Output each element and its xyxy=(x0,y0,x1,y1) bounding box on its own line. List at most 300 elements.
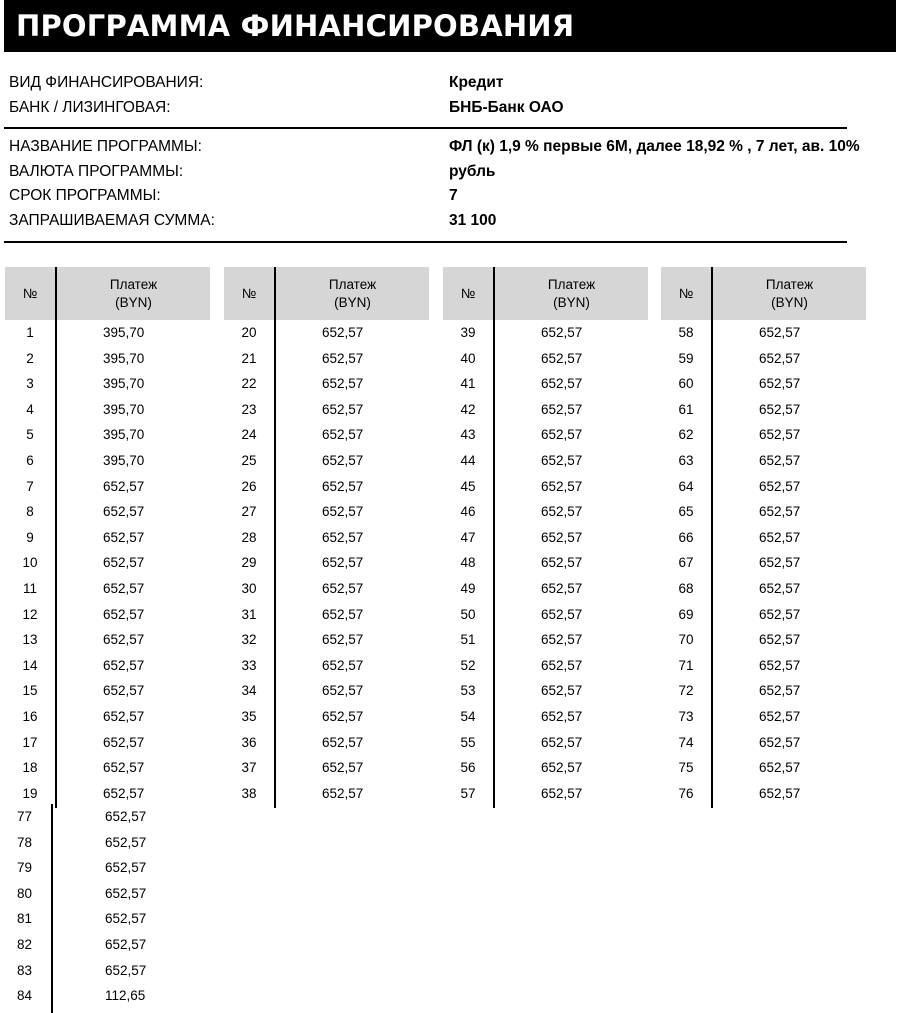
payment-number: 60 xyxy=(678,376,694,392)
payment-amount: 395,70 xyxy=(103,376,145,392)
payment-number: 75 xyxy=(678,760,694,776)
info-label: ЗАПРАШИВАЕМАЯ СУММА: xyxy=(9,211,215,229)
payment-number: 22 xyxy=(241,376,257,392)
info-label: ВАЛЮТА ПРОГРАММЫ: xyxy=(9,162,184,180)
info-row-currency xyxy=(9,160,847,185)
info-section-bottom xyxy=(9,135,860,233)
payment-number: 41 xyxy=(460,376,476,392)
table-header xyxy=(224,267,429,320)
payment-amount: 652,57 xyxy=(759,580,801,596)
page-title: ПРОГРАММА ФИНАНСИРОВАНИЯ xyxy=(4,0,896,52)
table-row xyxy=(224,422,429,448)
payment-number: 31 xyxy=(241,606,257,622)
payment-number: 73 xyxy=(678,708,694,724)
table-row xyxy=(224,653,429,679)
payment-amount: 652,57 xyxy=(541,452,583,468)
payment-amount: 652,57 xyxy=(759,376,801,392)
info-label: БАНК / ЛИЗИНГОВАЯ: xyxy=(9,98,171,116)
payment-number: 42 xyxy=(460,401,476,417)
payment-table-tail xyxy=(0,804,220,1009)
payment-number: 11 xyxy=(22,580,37,596)
payment-amount: 652,57 xyxy=(322,580,364,596)
payment-amount: 652,57 xyxy=(759,708,801,724)
payment-amount: 652,57 xyxy=(103,504,145,520)
payment-amount: 652,57 xyxy=(541,504,583,520)
header-payment-line1: Платеж xyxy=(328,276,377,292)
table-row xyxy=(5,320,210,346)
divider xyxy=(4,127,847,129)
payment-number: 19 xyxy=(22,785,38,801)
table-row xyxy=(224,602,429,628)
payment-number: 52 xyxy=(460,657,476,673)
header-payment-line1: Платеж xyxy=(547,276,596,292)
payment-amount: 395,70 xyxy=(103,350,145,366)
payment-number: 59 xyxy=(678,350,694,366)
payment-amount: 112,65 xyxy=(105,988,146,1004)
table-row xyxy=(661,653,866,679)
payment-number: 68 xyxy=(678,580,694,596)
info-value: БНБ-Банк ОАО xyxy=(449,98,564,116)
info-value: 31 100 xyxy=(449,211,497,229)
payment-amount: 652,57 xyxy=(103,606,145,622)
table-row xyxy=(661,474,866,500)
payment-amount: 652,57 xyxy=(322,708,364,724)
table-row xyxy=(5,781,210,807)
payment-number: 3 xyxy=(26,376,34,392)
payment-table-1 xyxy=(5,267,210,806)
payment-number: 74 xyxy=(678,734,694,750)
payment-number: 72 xyxy=(678,683,694,699)
payment-number: 15 xyxy=(22,683,38,699)
payment-amount: 652,57 xyxy=(322,504,364,520)
payment-number: 47 xyxy=(460,529,476,545)
payment-number: 28 xyxy=(241,529,257,545)
table-row xyxy=(661,576,866,602)
payment-table-2 xyxy=(224,267,429,806)
table-row xyxy=(661,730,866,756)
header-number: № xyxy=(443,267,493,320)
payment-number: 36 xyxy=(241,734,257,750)
payment-amount: 652,57 xyxy=(541,708,583,724)
payment-number: 80 xyxy=(17,885,33,901)
table-row xyxy=(443,525,648,551)
table-row xyxy=(661,602,866,628)
header-payment xyxy=(57,267,210,320)
payment-amount: 395,70 xyxy=(103,325,145,340)
payment-number: 55 xyxy=(460,734,476,750)
payment-number: 82 xyxy=(17,936,33,952)
payment-number: 35 xyxy=(241,708,257,724)
payment-number: 49 xyxy=(460,580,476,596)
payment-number: 51 xyxy=(460,632,476,648)
payment-number: 21 xyxy=(241,350,257,366)
table-row xyxy=(443,422,648,448)
payment-amount: 652,57 xyxy=(103,632,145,648)
payment-number: 53 xyxy=(460,683,476,699)
payment-number: 69 xyxy=(678,606,694,622)
payment-amount: 652,57 xyxy=(759,478,801,494)
payment-amount: 652,57 xyxy=(322,734,364,750)
payment-number: 70 xyxy=(678,632,694,648)
payment-amount: 395,70 xyxy=(103,452,145,468)
table-row xyxy=(661,781,866,807)
table-row xyxy=(661,499,866,525)
info-label: НАЗВАНИЕ ПРОГРАММЫ: xyxy=(9,138,202,155)
table-row xyxy=(661,397,866,423)
payment-amount: 652,57 xyxy=(541,376,583,392)
payment-amount: 652,57 xyxy=(105,834,147,850)
payment-amount: 652,57 xyxy=(322,478,364,494)
table-row xyxy=(443,320,648,346)
payment-number: 78 xyxy=(17,834,33,850)
payment-amount: 652,57 xyxy=(322,555,364,571)
payment-amount: 652,57 xyxy=(322,325,364,340)
payment-amount: 652,57 xyxy=(322,632,364,648)
table-row xyxy=(224,576,429,602)
payment-amount: 652,57 xyxy=(541,555,583,571)
table-header xyxy=(661,267,866,320)
payment-amount: 652,57 xyxy=(103,734,145,750)
payment-amount: 652,57 xyxy=(541,683,583,699)
payment-number: 65 xyxy=(678,504,694,520)
payment-amount: 652,57 xyxy=(759,427,801,443)
table-row xyxy=(443,576,648,602)
payment-number: 20 xyxy=(241,325,257,340)
payment-number: 84 xyxy=(17,988,33,1004)
header-payment xyxy=(495,267,648,320)
payment-number: 12 xyxy=(22,606,38,622)
table-row xyxy=(661,755,866,781)
payment-number: 2 xyxy=(26,350,34,366)
header-payment-line2: (BYN) xyxy=(115,294,152,310)
payment-number: 57 xyxy=(460,785,476,801)
payment-number: 34 xyxy=(241,683,257,699)
payment-amount: 652,57 xyxy=(759,452,801,468)
table-row xyxy=(661,678,866,704)
header-payment-line1: Платеж xyxy=(109,276,158,292)
table-row xyxy=(443,397,648,423)
payment-number: 67 xyxy=(678,555,694,571)
info-value: рубль xyxy=(449,162,496,180)
payment-number: 18 xyxy=(22,760,38,776)
table-row xyxy=(0,804,220,830)
payment-number: 62 xyxy=(678,427,694,443)
payment-amount: 652,57 xyxy=(759,504,801,520)
payment-amount: 652,57 xyxy=(103,785,145,801)
payment-amount: 652,57 xyxy=(322,657,364,673)
header-payment xyxy=(713,267,866,320)
payment-number: 7 xyxy=(26,478,34,494)
payment-amount: 652,57 xyxy=(541,657,583,673)
payment-number: 61 xyxy=(678,401,694,417)
payment-number: 37 xyxy=(241,760,257,776)
header-number: № xyxy=(661,267,711,320)
table-row xyxy=(224,397,429,423)
payment-amount: 652,57 xyxy=(759,350,801,366)
payment-number: 14 xyxy=(22,657,38,673)
payment-amount: 652,57 xyxy=(759,657,801,673)
info-value: Кредит xyxy=(449,74,504,91)
table-row xyxy=(224,346,429,372)
payment-amount: 652,57 xyxy=(103,657,145,673)
payment-number: 71 xyxy=(678,657,694,673)
payment-amount: 652,57 xyxy=(103,478,145,494)
table-row xyxy=(5,627,210,653)
payment-amount: 652,57 xyxy=(322,376,364,392)
payment-number: 79 xyxy=(17,860,33,876)
table-row xyxy=(661,346,866,372)
payment-number: 54 xyxy=(460,708,476,724)
table-header xyxy=(443,267,648,320)
payment-amount: 652,57 xyxy=(105,936,147,952)
payment-amount: 652,57 xyxy=(541,350,583,366)
table-row xyxy=(5,525,210,551)
table-row xyxy=(661,371,866,397)
table-row xyxy=(443,678,648,704)
table-row xyxy=(5,602,210,628)
payment-number: 77 xyxy=(17,809,33,824)
info-row-program-name xyxy=(9,135,860,160)
table-row xyxy=(443,602,648,628)
table-row xyxy=(5,678,210,704)
payment-number: 39 xyxy=(460,325,476,340)
payment-amount: 652,57 xyxy=(322,760,364,776)
payment-amount: 652,57 xyxy=(541,401,583,417)
payment-amount: 652,57 xyxy=(103,708,145,724)
payment-amount: 395,70 xyxy=(103,401,145,417)
info-section-top xyxy=(9,71,847,120)
column-divider xyxy=(493,320,495,808)
payment-amount: 652,57 xyxy=(322,452,364,468)
table-row xyxy=(224,320,429,346)
payment-amount: 652,57 xyxy=(759,555,801,571)
table-row xyxy=(661,422,866,448)
info-row-amount xyxy=(9,209,847,234)
table-row xyxy=(224,474,429,500)
table-row xyxy=(5,653,210,679)
table-row xyxy=(5,730,210,756)
table-row xyxy=(443,704,648,730)
table-row xyxy=(661,448,866,474)
table-row xyxy=(5,576,210,602)
payment-table-3 xyxy=(443,267,648,806)
table-row xyxy=(5,755,210,781)
payment-amount: 652,57 xyxy=(322,350,364,366)
header-number: № xyxy=(5,267,55,320)
table-row xyxy=(443,371,648,397)
table-row xyxy=(443,653,648,679)
table-row xyxy=(443,781,648,807)
table-row xyxy=(443,346,648,372)
payment-number: 23 xyxy=(241,401,257,417)
payment-number: 8 xyxy=(26,504,34,520)
payment-amount: 652,57 xyxy=(541,325,583,340)
payment-amount: 652,57 xyxy=(541,785,583,801)
payment-amount: 652,57 xyxy=(322,529,364,545)
table-row xyxy=(661,525,866,551)
table-row xyxy=(224,499,429,525)
info-row-financing-type xyxy=(9,71,847,96)
info-label: ВИД ФИНАНСИРОВАНИЯ: xyxy=(9,74,204,91)
payment-number: 44 xyxy=(460,452,476,468)
table-row xyxy=(224,525,429,551)
payment-amount: 652,57 xyxy=(322,785,364,801)
column-divider xyxy=(274,320,276,808)
table-header xyxy=(5,267,210,320)
table-row xyxy=(0,830,220,856)
payment-number: 40 xyxy=(460,350,476,366)
table-row xyxy=(224,781,429,807)
payment-amount: 652,57 xyxy=(103,760,145,776)
table-row xyxy=(661,320,866,346)
payment-amount: 652,57 xyxy=(103,683,145,699)
table-row xyxy=(443,448,648,474)
payment-amount: 652,57 xyxy=(541,580,583,596)
payment-amount: 652,57 xyxy=(541,529,583,545)
payment-number: 81 xyxy=(17,911,33,927)
payment-amount: 652,57 xyxy=(322,427,364,443)
divider xyxy=(4,241,847,243)
table-row xyxy=(661,550,866,576)
payment-amount: 652,57 xyxy=(103,529,145,545)
payment-amount: 652,57 xyxy=(541,632,583,648)
table-row xyxy=(443,550,648,576)
info-label: СРОК ПРОГРАММЫ: xyxy=(9,187,161,204)
table-row xyxy=(443,730,648,756)
payment-amount: 652,57 xyxy=(322,683,364,699)
payment-number: 32 xyxy=(241,632,257,648)
payment-amount: 652,57 xyxy=(322,401,364,417)
payment-amount: 652,57 xyxy=(105,962,147,978)
payment-amount: 652,57 xyxy=(541,734,583,750)
table-row xyxy=(0,855,220,881)
payment-amount: 652,57 xyxy=(105,809,147,824)
payment-number: 50 xyxy=(460,606,476,622)
table-row xyxy=(5,448,210,474)
payment-amount: 652,57 xyxy=(541,760,583,776)
payment-number: 83 xyxy=(17,962,33,978)
payment-number: 76 xyxy=(678,785,694,801)
payment-number: 45 xyxy=(460,478,476,494)
payment-number: 48 xyxy=(460,555,476,571)
payment-amount: 652,57 xyxy=(759,632,801,648)
payment-amount: 652,57 xyxy=(105,885,147,901)
header-payment-line2: (BYN) xyxy=(771,294,808,310)
payment-amount: 652,57 xyxy=(541,478,583,494)
payment-amount: 652,57 xyxy=(105,911,147,927)
payment-number: 30 xyxy=(241,580,257,596)
table-row xyxy=(5,397,210,423)
payment-amount: 652,57 xyxy=(759,529,801,545)
payment-amount: 652,57 xyxy=(759,785,801,801)
payment-amount: 652,57 xyxy=(541,427,583,443)
payment-number: 10 xyxy=(22,555,38,571)
header-number: № xyxy=(224,267,274,320)
table-row xyxy=(661,704,866,730)
table-row xyxy=(5,371,210,397)
payment-number: 58 xyxy=(678,325,694,340)
table-row xyxy=(0,958,220,984)
header-payment-line2: (BYN) xyxy=(553,294,590,310)
table-row xyxy=(0,983,220,1009)
table-row xyxy=(224,730,429,756)
payment-amount: 652,57 xyxy=(759,683,801,699)
column-divider xyxy=(55,320,57,808)
payment-amount: 652,57 xyxy=(103,580,145,596)
table-row xyxy=(224,755,429,781)
payment-amount: 652,57 xyxy=(105,860,147,876)
table-row xyxy=(0,932,220,958)
payment-number: 5 xyxy=(26,427,34,443)
payment-number: 17 xyxy=(22,734,38,750)
payment-number: 1 xyxy=(26,325,34,340)
payment-number: 26 xyxy=(241,478,257,494)
column-divider xyxy=(51,804,53,1013)
payment-amount: 652,57 xyxy=(103,555,145,571)
table-row xyxy=(661,627,866,653)
payment-amount: 652,57 xyxy=(322,606,364,622)
table-row xyxy=(443,627,648,653)
table-row xyxy=(443,499,648,525)
info-value: 7 xyxy=(449,187,458,204)
table-row xyxy=(224,448,429,474)
table-row xyxy=(5,346,210,372)
table-row xyxy=(224,627,429,653)
payment-number: 9 xyxy=(26,529,34,545)
payment-number: 13 xyxy=(22,632,38,648)
payment-number: 63 xyxy=(678,452,694,468)
table-row xyxy=(5,704,210,730)
payment-number: 64 xyxy=(678,478,694,494)
payment-number: 38 xyxy=(241,785,257,801)
table-row xyxy=(224,550,429,576)
payment-number: 46 xyxy=(460,504,476,520)
payment-number: 33 xyxy=(241,657,257,673)
table-row xyxy=(224,704,429,730)
column-divider xyxy=(711,320,713,808)
payment-number: 16 xyxy=(22,708,38,724)
payment-number: 25 xyxy=(241,452,257,468)
payment-amount: 395,70 xyxy=(103,427,145,443)
table-row xyxy=(0,906,220,932)
table-row xyxy=(5,474,210,500)
payment-number: 27 xyxy=(241,504,257,520)
table-row xyxy=(224,371,429,397)
payment-table-4 xyxy=(661,267,866,806)
table-row xyxy=(0,881,220,907)
table-row xyxy=(5,499,210,525)
info-value: ФЛ (к) 1,9 % первые 6М, далее 18,92 % , 7 лет, ав. 10% xyxy=(449,138,860,155)
payment-number: 24 xyxy=(241,427,257,443)
payment-amount: 652,57 xyxy=(759,606,801,622)
header-payment xyxy=(276,267,429,320)
payment-number: 6 xyxy=(26,452,34,468)
payment-number: 4 xyxy=(26,401,34,417)
payment-number: 56 xyxy=(460,760,476,776)
payment-amount: 652,57 xyxy=(759,325,801,340)
payment-amount: 652,57 xyxy=(759,734,801,750)
payment-number: 66 xyxy=(678,529,694,545)
table-row xyxy=(5,550,210,576)
table-row xyxy=(443,474,648,500)
payment-number: 43 xyxy=(460,427,476,443)
payment-amount: 652,57 xyxy=(759,401,801,417)
info-row-term xyxy=(9,184,847,209)
header-payment-line2: (BYN) xyxy=(334,294,371,310)
header-payment-line1: Платеж xyxy=(765,276,814,292)
payment-number: 29 xyxy=(241,555,257,571)
payment-amount: 652,57 xyxy=(541,606,583,622)
